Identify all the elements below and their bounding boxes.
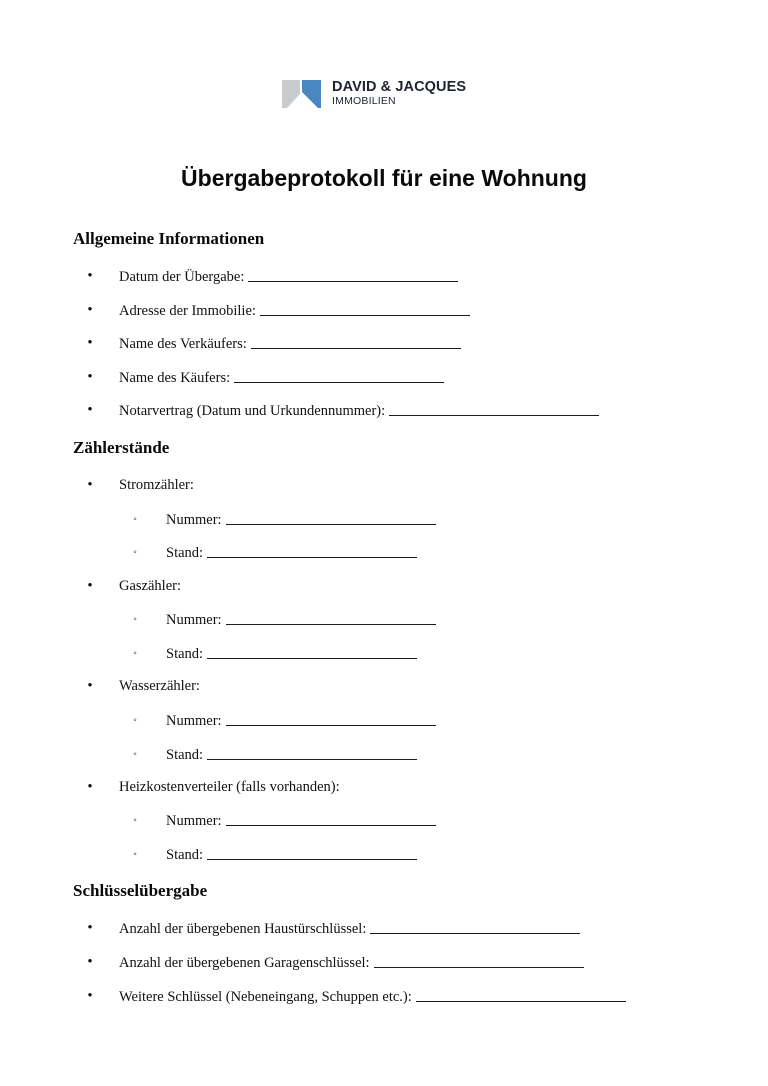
bullet: • xyxy=(87,988,93,1004)
sub-bullet: ◦ xyxy=(133,514,137,525)
meter-label: Heizkostenverteiler (falls vorhanden): xyxy=(119,779,340,795)
fill-in-line[interactable] xyxy=(248,267,458,282)
field-label: Notarvertrag (Datum und Urkundennummer): xyxy=(119,400,599,421)
bullet: • xyxy=(87,477,93,493)
fill-in-line[interactable] xyxy=(370,919,580,934)
sub-bullet: ◦ xyxy=(133,849,137,860)
sub-bullet: ◦ xyxy=(133,648,137,659)
field-label: Anzahl der übergebenen Garagenschlüssel: xyxy=(119,952,584,973)
bullet: • xyxy=(87,302,93,318)
fill-in-line[interactable] xyxy=(226,610,436,625)
bullet: • xyxy=(87,402,93,418)
fill-in-line[interactable] xyxy=(234,368,444,383)
document-title: Übergabeprotokoll für eine Wohnung xyxy=(181,165,587,191)
bullet: • xyxy=(87,779,93,795)
sub-bullet: ◦ xyxy=(133,715,137,726)
section-heading-keys: Schlüsselübergabe xyxy=(73,881,208,900)
bullet: • xyxy=(87,920,93,936)
bullet: • xyxy=(87,954,93,970)
bullet: • xyxy=(87,268,93,284)
house-logo-icon xyxy=(282,78,324,110)
meter-label: Stromzähler: xyxy=(119,477,194,493)
section-heading-general: Allgemeine Informationen xyxy=(73,229,265,248)
field-label: Name des Käufers: xyxy=(119,367,444,388)
fill-in-line[interactable] xyxy=(226,811,436,826)
fill-in-line[interactable] xyxy=(226,510,436,525)
fill-in-line[interactable] xyxy=(207,644,417,659)
bullet: • xyxy=(87,335,93,351)
field-label: Anzahl der übergebenen Haustürschlüssel: xyxy=(119,918,580,939)
fill-in-line[interactable] xyxy=(374,953,584,968)
bullet: • xyxy=(87,578,93,594)
field-label: Nummer: xyxy=(166,509,436,530)
logo-text xyxy=(332,80,466,107)
fill-in-line[interactable] xyxy=(207,543,417,558)
fill-in-line[interactable] xyxy=(260,301,470,316)
field-label: Stand: xyxy=(166,844,417,865)
logo-company-name: DAVID & JACQUES xyxy=(332,79,467,95)
company-logo xyxy=(282,78,466,110)
fill-in-line[interactable] xyxy=(416,987,626,1002)
field-label: Name des Verkäufers: xyxy=(119,333,461,354)
bullet: • xyxy=(87,678,93,694)
field-label: Weitere Schlüssel (Nebeneingang, Schuppen etc.): xyxy=(119,986,626,1007)
sub-bullet: ◦ xyxy=(133,815,137,826)
field-label: Datum der Übergabe: xyxy=(119,266,458,287)
fill-in-line[interactable] xyxy=(251,334,461,349)
sub-bullet: ◦ xyxy=(133,547,137,558)
field-label: Stand: xyxy=(166,744,417,765)
meter-label: Wasserzähler: xyxy=(119,678,200,694)
field-label: Nummer: xyxy=(166,810,436,831)
fill-in-line[interactable] xyxy=(207,745,417,760)
field-label: Nummer: xyxy=(166,609,436,630)
field-label: Adresse der Immobilie: xyxy=(119,300,470,321)
logo-subtitle: IMMOBILIEN xyxy=(332,95,396,107)
fill-in-line[interactable] xyxy=(226,711,436,726)
field-label: Nummer: xyxy=(166,710,436,731)
sub-bullet: ◦ xyxy=(133,749,137,760)
field-label: Stand: xyxy=(166,643,417,664)
section-heading-meters: Zählerstände xyxy=(73,438,170,457)
fill-in-line[interactable] xyxy=(389,401,599,416)
bullet: • xyxy=(87,369,93,385)
fill-in-line[interactable] xyxy=(207,845,417,860)
meter-label: Gaszähler: xyxy=(119,578,181,594)
sub-bullet: ◦ xyxy=(133,614,137,625)
field-label: Stand: xyxy=(166,542,417,563)
